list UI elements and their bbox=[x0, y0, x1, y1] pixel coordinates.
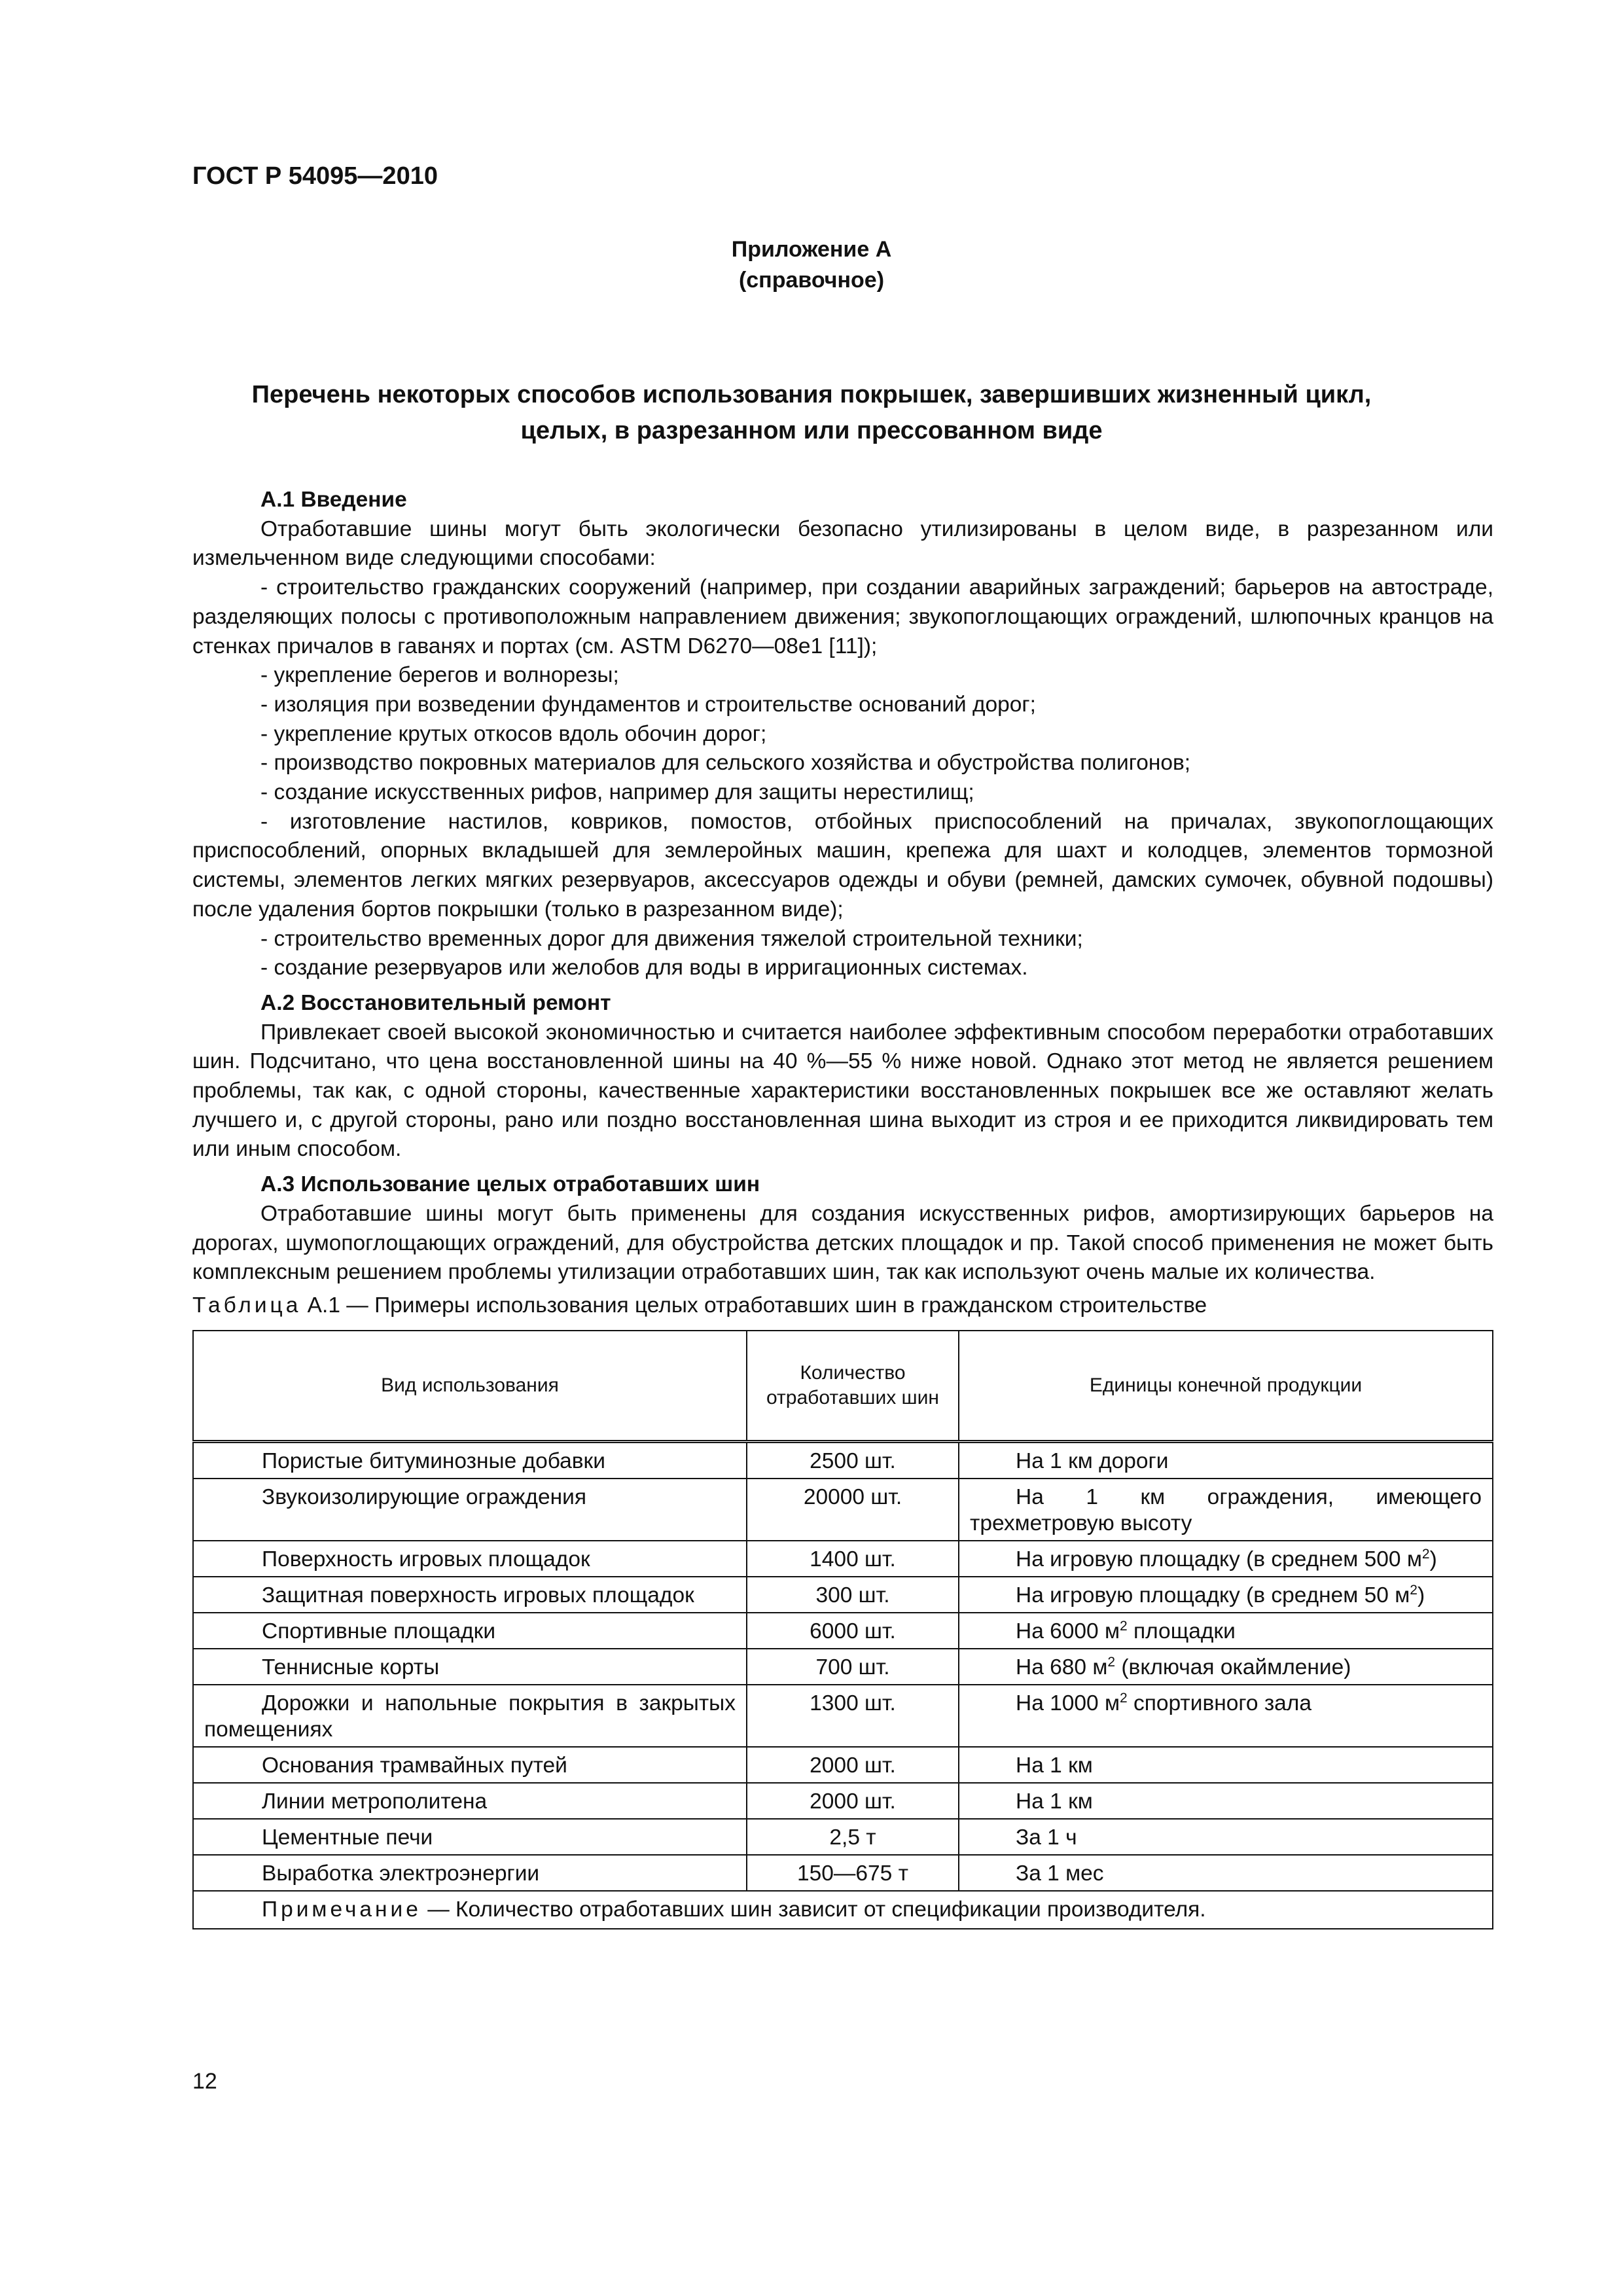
cell-use-text: Звукоизолирующие ограждения bbox=[262, 1484, 586, 1509]
cell-units bbox=[959, 1747, 1493, 1783]
list-item: - строительство гражданских сооружений (например, при создании аварийных заграждений; барьеров на автостраде, разделяющих полосы с противоположным направлением движения; звукопоглощающих ограждений, шлюпочных кранцов на стенках причалов в гаванях и портах (см. ASTM D6270—08e1 [11]); bbox=[192, 575, 1493, 658]
cell-use-text: Выработка электроэнергии bbox=[262, 1861, 540, 1886]
list-item: - изоляция при возведении фундаментов и строительстве оснований дорог; bbox=[260, 692, 1036, 717]
cell-units-text bbox=[970, 1753, 1482, 1779]
cell-units bbox=[959, 1783, 1493, 1819]
cell-use bbox=[193, 1819, 747, 1855]
section-heading-a3: А.3 Использование целых отработавших шин bbox=[260, 1172, 760, 1197]
cell-use-text: Поверхность игровых площадок bbox=[262, 1547, 590, 1571]
cell-use bbox=[193, 1783, 747, 1819]
cell-use-text: Линии метрополитена bbox=[262, 1789, 488, 1814]
table-header-row bbox=[193, 1331, 1493, 1442]
cell-units-text bbox=[970, 1655, 1482, 1681]
cell-units bbox=[959, 1685, 1493, 1747]
section-heading-a1: А.1 Введение bbox=[260, 488, 407, 512]
cell-use-text: Пористые битуминозные добавки bbox=[262, 1448, 605, 1473]
cell-use bbox=[193, 1541, 747, 1577]
cell-use-text: Дорожки и напольные покрытия в закрытых помещениях bbox=[204, 1691, 736, 1742]
table-row bbox=[193, 1479, 1493, 1541]
cell-use bbox=[193, 1855, 747, 1891]
page-number: 12 bbox=[192, 2069, 217, 2094]
list-item: - укрепление берегов и волнорезы; bbox=[260, 663, 619, 688]
table-row bbox=[193, 1747, 1493, 1783]
title-line-1: Перечень некоторых способов использования покрышек, завершивших жизненный цикл, bbox=[251, 381, 1372, 408]
cell-quantity: 6000 шт. bbox=[747, 1613, 959, 1649]
cell-units-text bbox=[970, 1789, 1482, 1815]
units-text-main: За 1 ч bbox=[1016, 1825, 1077, 1850]
table-row bbox=[193, 1441, 1493, 1479]
cell-units-text bbox=[970, 1547, 1482, 1573]
appendix-heading bbox=[0, 234, 1623, 296]
units-text-main: На 1 км дороги bbox=[1016, 1448, 1169, 1473]
units-text-main: На 1 км bbox=[1016, 1753, 1093, 1778]
section-heading-a2: А.2 Восстановительный ремонт bbox=[260, 990, 611, 1015]
column-header-quantity: Количество отработавших шин bbox=[747, 1331, 959, 1442]
units-superscript: 2 bbox=[1120, 1618, 1128, 1634]
list-item: - изготовление настилов, ковриков, помостов, отбойных приспособлений на причалах, звукопоглощающих приспособлений, опорных вкладышей для землеройных машин, крепежа для шахт и колодцев, элементов тормозной системы, элементов легких мягких резервуаров, аксессуаров одежды и обуви (ремней, дамских сумочек, обувной подошвы) после удаления бортов покрышки (только в разрезанном виде); bbox=[192, 809, 1493, 922]
appendix-kind: (справочное) bbox=[738, 268, 885, 293]
units-text-tail: ) bbox=[1417, 1583, 1425, 1607]
cell-use bbox=[193, 1441, 747, 1479]
units-text-tail: ) bbox=[1429, 1547, 1437, 1571]
units-text-main: На 1000 м bbox=[1016, 1691, 1120, 1715]
cell-units-text bbox=[970, 1484, 1482, 1537]
cell-units bbox=[959, 1441, 1493, 1479]
cell-use bbox=[193, 1747, 747, 1783]
cell-units bbox=[959, 1855, 1493, 1891]
section-a3-text: Отработавшие шины могут быть применены для создания искусственных рифов, амортизирующих барьеров на дорогах, шумопоглощающих ограждений, для обустройства детских площадок и пр. Такой способ применения не может быть комплексным решением проблемы утилизации отработавших шин, так как используют очень малые их количества. bbox=[192, 1201, 1493, 1285]
cell-use bbox=[193, 1613, 747, 1649]
cell-quantity: 2,5 т bbox=[747, 1819, 959, 1855]
title-line-2: целых, в разрезанном или прессованном виде bbox=[520, 417, 1103, 444]
cell-units bbox=[959, 1541, 1493, 1577]
cell-use-text: Спортивные площадки bbox=[262, 1619, 496, 1643]
table-row bbox=[193, 1685, 1493, 1747]
standard-number: ГОСТ Р 54095—2010 bbox=[192, 162, 438, 190]
units-text-main: На 680 м bbox=[1016, 1655, 1108, 1679]
table-row bbox=[193, 1783, 1493, 1819]
cell-quantity: 1400 шт. bbox=[747, 1541, 959, 1577]
table-row bbox=[193, 1649, 1493, 1685]
cell-units bbox=[959, 1819, 1493, 1855]
table-caption-label: Таблица bbox=[192, 1293, 302, 1318]
cell-units-text bbox=[970, 1825, 1482, 1851]
units-text-main: На 1 км bbox=[1016, 1789, 1093, 1814]
list-item: - укрепление крутых откосов вдоль обочин дорог; bbox=[260, 721, 767, 746]
units-text-main: На 6000 м bbox=[1016, 1619, 1120, 1643]
section-a1-intro: Отработавшие шины могут быть экологически безопасно утилизированы в целом виде, в разрезанном или измельченном виде следующими способами: bbox=[192, 516, 1493, 571]
table-row bbox=[193, 1577, 1493, 1613]
units-text-main: На 1 км ограждения, имеющего трехметровую высоту bbox=[970, 1484, 1482, 1535]
appendix-label: Приложение А bbox=[731, 237, 892, 262]
units-text-main: На игровую площадку (в среднем 500 м bbox=[1016, 1547, 1422, 1571]
cell-units-text bbox=[970, 1583, 1482, 1609]
units-superscript: 2 bbox=[1410, 1582, 1418, 1598]
cell-quantity: 1300 шт. bbox=[747, 1685, 959, 1747]
cell-quantity: 2000 шт. bbox=[747, 1783, 959, 1819]
units-superscript: 2 bbox=[1120, 1690, 1128, 1706]
cell-use-text: Теннисные корты bbox=[262, 1655, 440, 1679]
units-text-main: На игровую площадку (в среднем 50 м bbox=[1016, 1583, 1410, 1607]
cell-use bbox=[193, 1649, 747, 1685]
table-row bbox=[193, 1855, 1493, 1891]
units-text-tail: (включая окаймление) bbox=[1115, 1655, 1351, 1679]
cell-units-text bbox=[970, 1691, 1482, 1717]
cell-units bbox=[959, 1577, 1493, 1613]
column-header-units: Единицы конечной продукции bbox=[959, 1331, 1493, 1442]
cell-use bbox=[193, 1479, 747, 1541]
list-item: - производство покровных материалов для сельского хозяйства и обустройства полигонов; bbox=[260, 751, 1191, 776]
table-row bbox=[193, 1541, 1493, 1577]
units-text-main: За 1 мес bbox=[1016, 1861, 1104, 1886]
units-superscript: 2 bbox=[1421, 1546, 1430, 1562]
table-note-row bbox=[193, 1891, 1493, 1929]
table-caption bbox=[192, 1291, 1493, 1321]
cell-use bbox=[193, 1577, 747, 1613]
cell-units-text bbox=[970, 1619, 1482, 1645]
list-item: - строительство временных дорог для движения тяжелой строительной техники; bbox=[260, 926, 1083, 951]
table-body bbox=[193, 1441, 1493, 1929]
units-text-tail: площадки bbox=[1127, 1619, 1236, 1643]
cell-units-text bbox=[970, 1861, 1482, 1887]
table-note-label: Примечание bbox=[262, 1897, 421, 1922]
units-text-tail: спортивного зала bbox=[1127, 1691, 1311, 1715]
units-superscript: 2 bbox=[1107, 1654, 1116, 1670]
cell-use-text: Основания трамвайных путей bbox=[262, 1753, 567, 1778]
cell-use bbox=[193, 1685, 747, 1747]
table-note-text bbox=[204, 1897, 1482, 1923]
cell-use-text: Цементные печи bbox=[262, 1825, 433, 1850]
list-item: - создание искусственных рифов, например для защиты нерестилищ; bbox=[260, 780, 974, 805]
table-note bbox=[193, 1891, 1493, 1929]
cell-quantity: 150—675 т bbox=[747, 1855, 959, 1891]
cell-quantity: 700 шт. bbox=[747, 1649, 959, 1685]
cell-units bbox=[959, 1479, 1493, 1541]
cell-quantity: 2000 шт. bbox=[747, 1747, 959, 1783]
table-caption-text: А.1 — Примеры использования целых отработавших шин в гражданском строительстве bbox=[301, 1293, 1207, 1318]
column-header-use: Вид использования bbox=[193, 1331, 747, 1442]
table-row bbox=[193, 1819, 1493, 1855]
table-note-body: — Количество отработавших шин зависит от спецификации производителя. bbox=[421, 1897, 1206, 1922]
section-a2-text: Привлекает своей высокой экономичностью и считается наиболее эффективным способом переработки отработавших шин. Подсчитано, что цена восстановленной шины на 40 %—55 % ниже новой. Однако этот метод не является решением проблемы, так как, с одной стороны, качественные характеристики восстановленных покрышек все же оставляют желать лучшего и, с другой стороны, рано или поздно восстановленная шина выходит из строя и ее приходится ликвидировать тем или иным способом. bbox=[192, 1020, 1493, 1162]
document-body bbox=[192, 486, 1493, 1929]
table-row bbox=[193, 1613, 1493, 1649]
cell-quantity: 20000 шт. bbox=[747, 1479, 959, 1541]
cell-quantity: 2500 шт. bbox=[747, 1441, 959, 1479]
list-item: - создание резервуаров или желобов для воды в ирригационных системах. bbox=[260, 956, 1028, 980]
cell-units bbox=[959, 1649, 1493, 1685]
appendix-title bbox=[196, 377, 1427, 449]
cell-units bbox=[959, 1613, 1493, 1649]
cell-quantity: 300 шт. bbox=[747, 1577, 959, 1613]
usage-table bbox=[192, 1330, 1493, 1929]
cell-use-text: Защитная поверхность игровых площадок bbox=[262, 1583, 694, 1607]
cell-units-text bbox=[970, 1448, 1482, 1475]
